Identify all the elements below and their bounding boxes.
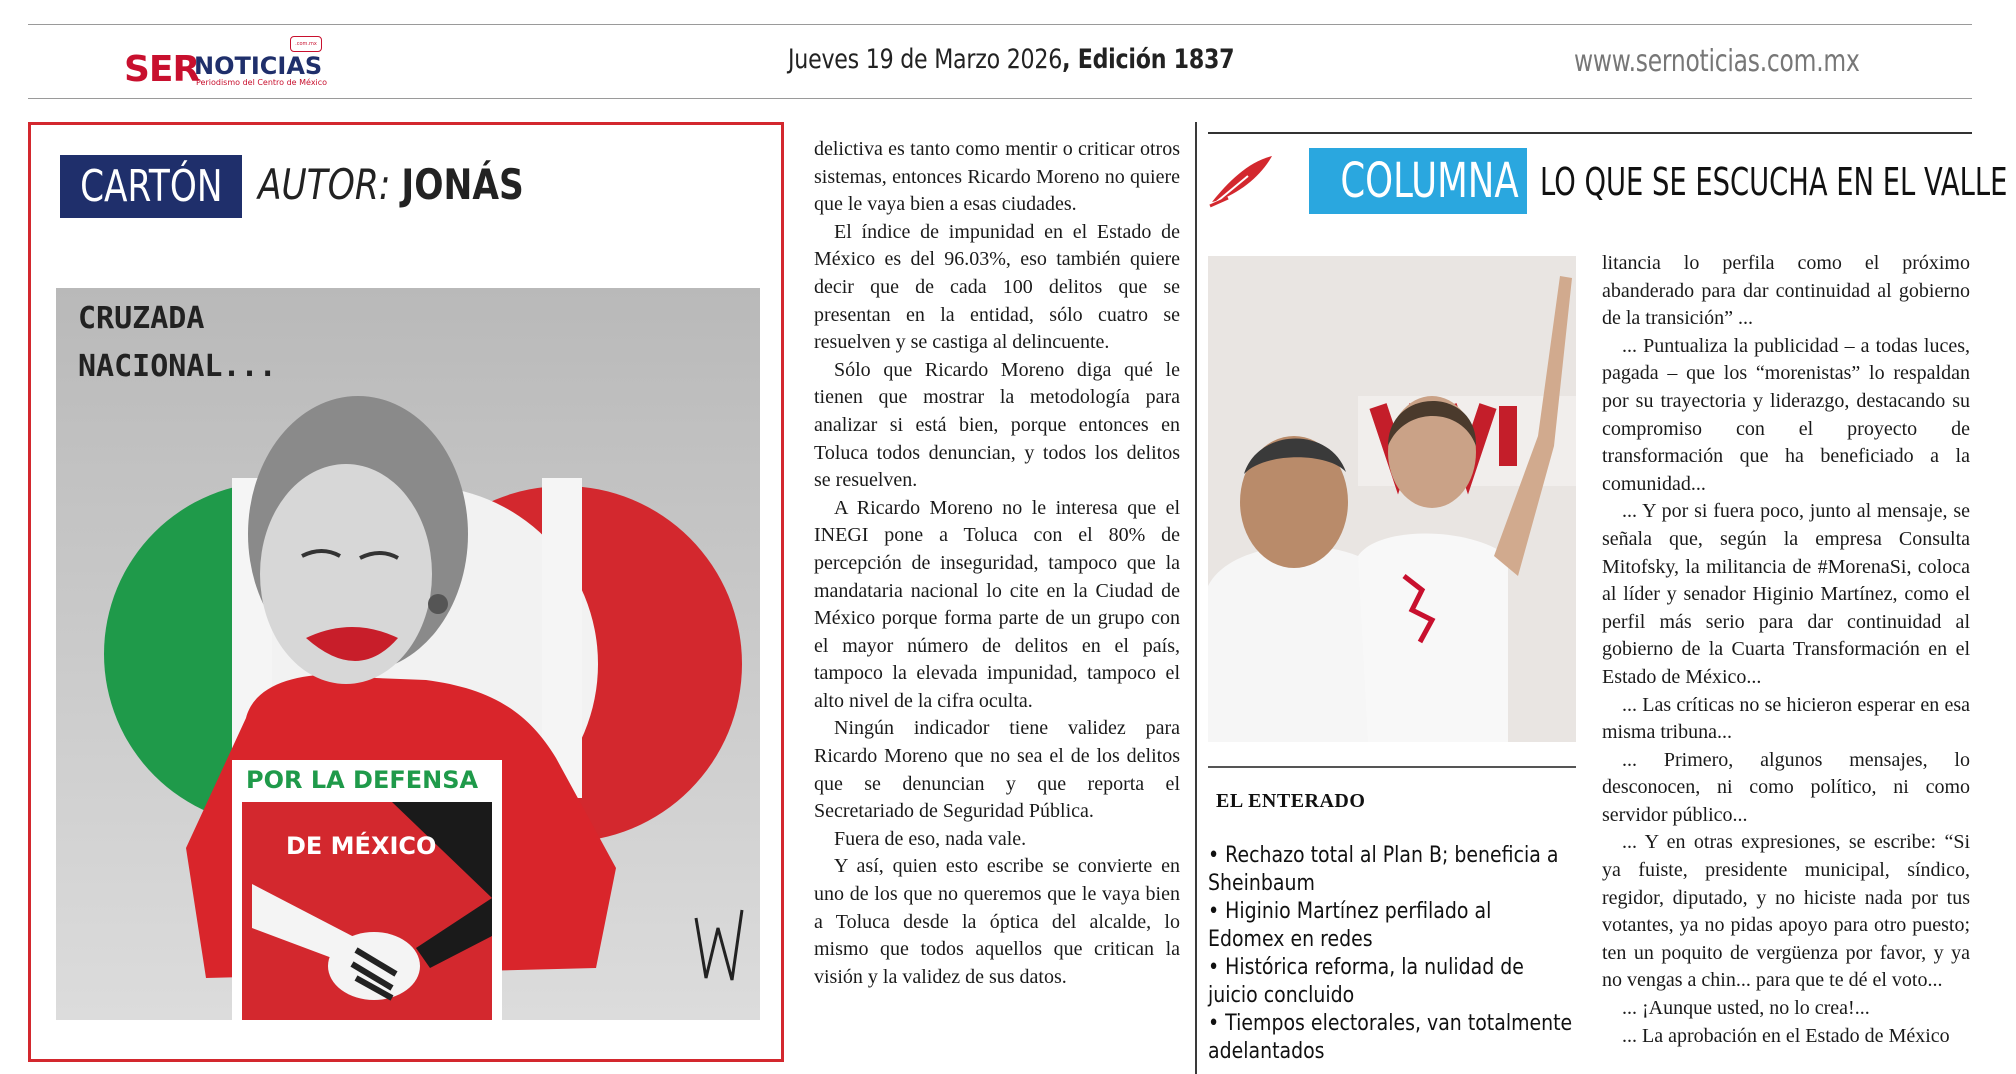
columna-paragraph: ... Las críticas no se hicieron esperar en esa misma tribuna...: [1602, 693, 1970, 744]
woman-blouse: [1358, 534, 1508, 743]
columna-text: [1602, 250, 1970, 1050]
enterado-item[interactable]: • Histórica reforma, la nulidad de juicio concluido: [1208, 955, 1524, 1008]
columna-paragraph: ... La aprobación en el Estado de México: [1622, 1024, 1950, 1047]
edition-number: , Edición 1837: [1062, 44, 1235, 75]
top-rule: [28, 24, 1972, 25]
dateline: [788, 44, 1234, 75]
columna-top-rule: [1208, 132, 1972, 134]
website-url[interactable]: www.sernoticias.com.mx: [1574, 44, 1860, 79]
logo-ser-text: SER: [124, 49, 200, 90]
earring: [428, 594, 448, 614]
column-title: LO QUE SE ESCUCHA EN EL VALLE: [1540, 160, 2008, 204]
article-paragraph: Sólo que Ricardo Moreno diga qué le tienen que mostrar la metodología para analizar si está bien, porque entonces en Toluca todos denuncian, y todos los delitos se resuelven.: [814, 358, 1180, 492]
author-prefix: AUTOR:: [258, 160, 391, 209]
columna-paragraph: ... Y en otras expresiones, se escribe: “Si ya fuiste, presidente municipal, síndico, regidor, diputado, y no hiciste nada por tus votantes, ya no pidas apoyo para otro puesto; ten un poquito de vergüenza por favor, y ya no vengas a chin... para que te dé el voto...: [1602, 831, 1970, 992]
carton-author: [258, 160, 524, 209]
columna-paragraph: ... Puntualiza la publicidad – a todas luces, pagada – que los “morenistas” lo respaldan por su trayectoria y liderazgo, destacando su compromiso con el proyecto de transformación que ha beneficiado a la comunidad...: [1602, 334, 1970, 495]
article-paragraph: delictiva es tanto como mentir o criticar otros sistemas, entonces Ricardo Moreno no quiere que le vaya bien a esas ciudades.: [814, 138, 1180, 216]
column-divider: [1195, 122, 1197, 1074]
enterado-item[interactable]: • Tiempos electorales, van totalmente adelantados: [1208, 1011, 1573, 1064]
logo-tagline: Periodismo del Centro de México: [196, 78, 328, 87]
quill-icon: [1208, 152, 1276, 208]
banner-text-2: DE MÉXICO: [286, 832, 437, 860]
article-paragraph: A Ricardo Moreno no le interesa que el INEGI pone a Toluca con el 80% de percepción de inseguridad, tampoco que la mandataria nacional lo cite en la Ciudad de México porque forma parte de un grupo con el mayor número de delitos en el país, tampoco la elevada impunidad, tampoco el alto nivel de la cifra oculta.: [814, 496, 1180, 712]
columna-paragraph: ... Y por si fuera poco, junto al mensaje, se señala que, según la empresa Consulta Mitofsky, la militancia de #MorenaSi, coloca al líder y senador Higinio Martínez, como el perfil más serio para dar continuidad al gobierno de la Cuarta Transformación en el Estado de México...: [1602, 500, 1970, 688]
cartoon-caption-2: NACIONAL...: [78, 349, 277, 384]
enterado-list: [1208, 842, 1573, 1066]
enterado-rule: [1208, 766, 1576, 768]
article-paragraph: Y así, quien esto escribe se convierte en uno de los que no queremos que le vaya bien a Toluca desde la óptica del alcalde, lo mismo que todos aquellos que critican la visión y la validez de sus datos.: [814, 855, 1180, 988]
carton-label: CARTÓN: [60, 155, 242, 218]
banner-text-1: POR LA DEFENSA: [246, 766, 479, 794]
column-photo[interactable]: [1208, 256, 1576, 742]
enterado-heading: EL ENTERADO: [1216, 790, 1366, 812]
enterado-item[interactable]: • Rechazo total al Plan B; beneficia a Sheinbaum: [1208, 843, 1559, 896]
article-paragraph: El índice de impunidad en el Estado de México es del 96.03%, eso también quiere decir que de cada 100 delitos que se presentan en la entidad, sólo cuatro se resuelven y se castiga al delincuente.: [814, 220, 1180, 354]
article-column: [814, 136, 1180, 991]
columna-paragraph: ... ¡Aunque usted, no lo crea!...: [1622, 997, 1870, 1020]
columna-label: COLUMNA: [1309, 148, 1527, 214]
author-name: JONÁS: [401, 160, 524, 209]
logo-bubble: .com.mx: [290, 36, 322, 52]
cartoon-caption-1: CRUZADA: [78, 301, 205, 336]
article-paragraph: Ningún indicador tiene validez para Ricardo Moreno que no sea el de los delitos que se denuncian y que reporta el Secretariado de Seguridad Pública.: [814, 717, 1180, 823]
columna-paragraph: litancia lo perfila como el próximo abanderado para dar continuidad al gobierno de la transición” ...: [1602, 252, 1970, 330]
columna-paragraph: ... Primero, algunos mensajes, lo desconocen, ni como político, ni como servidor público...: [1602, 748, 1970, 826]
masthead-bottom-rule: [28, 98, 1972, 99]
article-paragraph: Fuera de eso, nada vale.: [834, 827, 1027, 850]
man-shirt: [1208, 546, 1378, 742]
sernoticias-logo[interactable]: [124, 41, 328, 90]
political-cartoon[interactable]: [56, 288, 760, 1020]
issue-date: Jueves 19 de Marzo 2026: [788, 44, 1063, 75]
enterado-item[interactable]: • Higinio Martínez perfilado al Edomex en redes: [1208, 899, 1492, 952]
logo-noticias-text: NOTICIAS: [194, 52, 323, 80]
